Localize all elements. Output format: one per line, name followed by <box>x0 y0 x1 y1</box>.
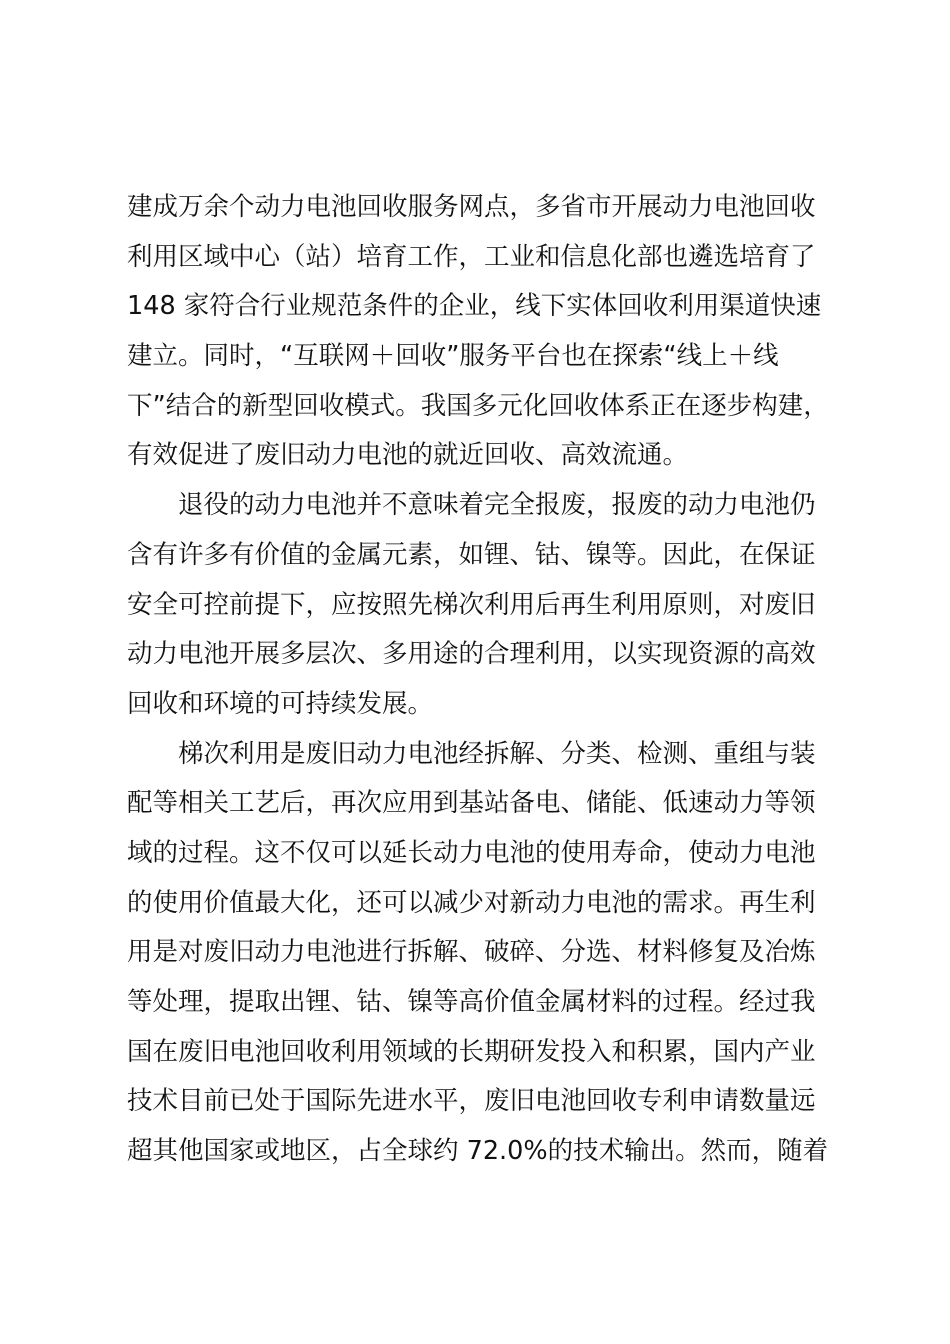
text-line: 下”结合的新型回收模式。我国多元化回收体系正在逐步构建， <box>127 390 829 421</box>
text-line: 等处理，提取出锂、钴、镍等高价值金属材料的过程。经过我 <box>127 987 816 1017</box>
text-line: 建立。同时，“互联网＋回收”服务平台也在探索“线上＋线 <box>127 341 779 372</box>
text-line: 国在废旧电池回收利用领域的长期研发投入和积累，国内产业 <box>127 1036 816 1067</box>
text-line: 有效促进了废旧动力电池的就近回收、高效流通。 <box>127 440 689 471</box>
text-line: 回收和环境的可持续发展。 <box>127 688 434 719</box>
text-line: 148 家符合行业规范条件的企业，线下实体回收利用渠道快速 <box>127 291 822 322</box>
text-line: 配等相关工艺后，再次应用到基站备电、储能、低速动力等领 <box>127 788 816 819</box>
text-line: 超其他国家或地区，占全球约 72.0%的技术输出。然而，随着 <box>127 1136 829 1167</box>
text-line: 建成万余个动力电池回收服务网点，多省市开展动力电池回收 <box>127 192 816 222</box>
text-line: 利用区域中心（站）培育工作，工业和信息化部也遴选培育了 <box>127 241 816 272</box>
text-line: 退役的动力电池并不意味着完全报废，报废的动力电池仍 <box>178 490 816 521</box>
text-line: 含有许多有价值的金属元素，如锂、钴、镍等。因此，在保证 <box>127 539 816 570</box>
paragraph <box>127 730 837 1177</box>
text-line: 的使用价值最大化，还可以减少对新动力电池的需求。再生利 <box>127 887 816 918</box>
text-line: 梯次利用是废旧动力电池经拆解、分类、检测、重组与装 <box>178 738 816 769</box>
text-line: 用是对废旧动力电池进行拆解、破碎、分选、材料修复及冶炼 <box>127 937 816 968</box>
text-line: 安全可控前提下，应按照先梯次利用后再生利用原则，对废旧 <box>127 589 816 620</box>
text-line: 域的过程。这不仅可以延长动力电池的使用寿命，使动力电池 <box>127 837 816 868</box>
body-text <box>127 183 837 1177</box>
paragraph <box>127 183 837 481</box>
paragraph <box>127 481 837 729</box>
text-line: 技术目前已处于国际先进水平，废旧电池回收专利申请数量远 <box>127 1086 816 1117</box>
text-line: 动力电池开展多层次、多用途的合理利用，以实现资源的高效 <box>127 639 816 670</box>
